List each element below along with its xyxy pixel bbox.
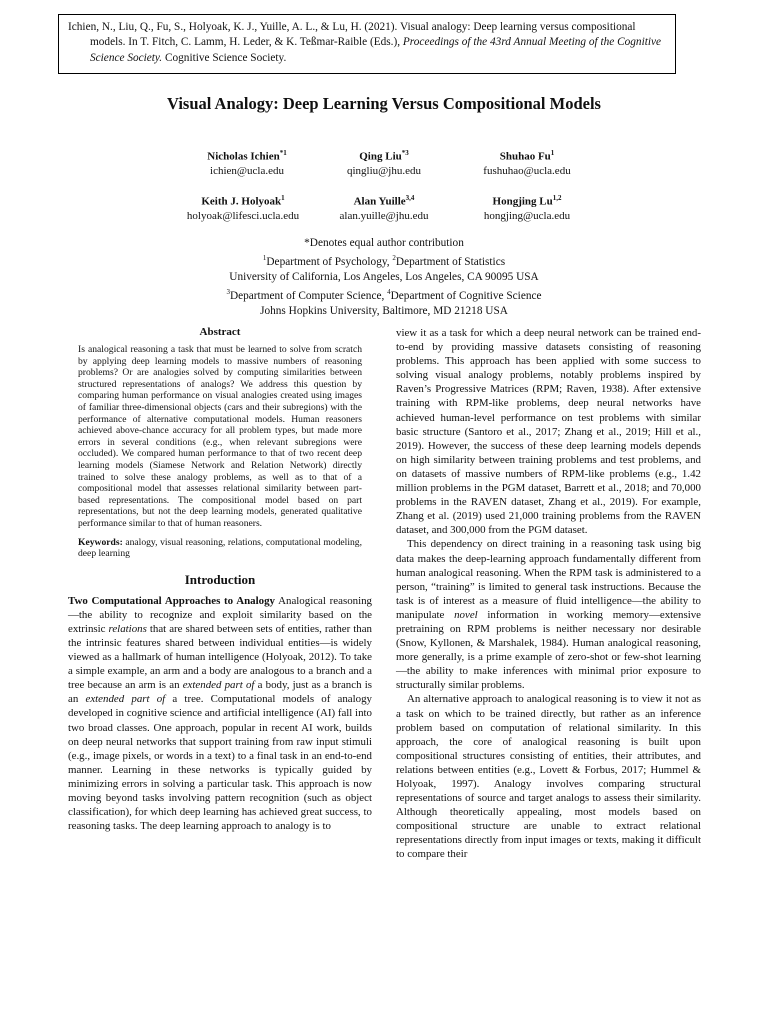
introduction-heading: Introduction <box>184 571 256 587</box>
author-email[interactable]: holyoak@lifesci.ucla.edu <box>186 210 300 223</box>
right-paragraph-2: This dependency on direct training in a reasoning task using big data makes the deep-learning approach fundamentally different from human analogical reasoning. When the RPM task is administered to a person, “training” is limited to general task instructions. Because the task is of interest as a measure of fluid intelligence—the ability to manipulate novel information in working memory—extensive pretraining on RPM problems is neither necessary nor desirable (Snow, Kyllonen, & Marshalek, 1984). Human analogical reasoning, more generally, is a prime example of zero-shot or few-shot learning—the ability to make inferences with minimal prior exposure to structurally similar problems. <box>396 538 702 692</box>
affiliation-ucla-departments: $^1$Department of Psychology, $^2$Department of Statistics <box>262 254 506 268</box>
affiliation-jhu-departments: $^3$Department of Computer Science, $^4$Department of Cognitive Science <box>226 287 542 302</box>
paper-title: Visual Analogy: Deep Learning Versus Compositional Models <box>167 94 601 113</box>
author-3 <box>437 146 617 179</box>
intro-paragraph-1: Two Computational Approaches to Analogy Analogical reasoning—the ability to recognize and exploit similarity based on the extrinsic relations that are shared between sets of entities, rather than the intrinsic features shared between individual entities—is widely viewed as a hallmark of human intelligence (Holyoak, 2012). To take a simple example, an arm and a body are analogous to a branch and a tree because an arm is an extended part of a body, just as a branch is an extended part of a tree. Computational models of analogy developed in cognitive science and artificial intelligence (AI) fall into two broad classes. One approach, popular in recent AI work, builds on deep neural networks that support training from raw input stimuli (e.g., image pixels, or words in a text) to a final task in an end-to-end manner. Learning in these networks is typically guided by minimizing errors in solving a particular task. This approach is now moving beyond tasks involving pattern recognition (such as object classification), for which deep learning has achieved great success, to reasoning tasks. The deep learning approach to analogy is to <box>68 594 372 833</box>
affiliation-ucla-address: University of California, Los Angeles, Los Angeles, CA 90095 USA <box>229 270 539 283</box>
author-name: Qing Liu$^{*3}$ <box>359 149 409 163</box>
right-column <box>396 326 701 862</box>
left-column <box>68 326 372 833</box>
author-email[interactable]: hongjing@ucla.edu <box>483 210 571 223</box>
equal-contribution-note: *Denotes equal author contribution <box>304 237 464 249</box>
author-email[interactable]: qingliu@jhu.edu <box>347 165 421 178</box>
author-6 <box>437 191 617 224</box>
right-paragraph-3: An alternative approach to analogical reasoning is to view it not as a task on which to be trained directly, but rather as an inference problem based on computation of relational similarity. In this approach, the core of analogical reasoning is built upon compositional structures consisting of entities, their attributes, and relations between entities (e.g., Lovett & Forbus, 2017; Hummel & Holyoak, 1997). Analogy involves comparing structural representations of source and target analogs to assess their similarity. Although theoretically appealing, most models based on compositional structure are unable to extract relational representations directly from input images or texts, making it difficult to compare their <box>396 693 701 861</box>
keywords-list: analogy, visual reasoning, relations, computational modeling, deep learning <box>78 536 362 560</box>
author-name: Alan Yuille$^{3,4}$ <box>353 194 415 208</box>
runin-heading: Two Computational Approaches to Analogy <box>68 594 275 607</box>
author-name: Nicholas Ichien$^{*1}$ <box>207 149 287 163</box>
keywords <box>78 537 362 560</box>
affiliations <box>0 236 768 319</box>
abstract-heading: Abstract <box>199 326 241 338</box>
author-name: Keith J. Holyoak$^1$ <box>201 194 285 208</box>
keywords-label: Keywords: <box>78 536 123 548</box>
author-email[interactable]: fushuhao@ucla.edu <box>483 165 571 178</box>
citation-text <box>68 20 666 66</box>
author-email[interactable]: alan.yuille@jhu.edu <box>339 210 429 223</box>
author-name: Hongjing Lu$^{1,2}$ <box>492 194 562 208</box>
author-name: Shuhao Fu$^1$ <box>499 149 555 163</box>
citation-publisher: Cognitive Science Society. <box>162 51 287 64</box>
affiliation-jhu-address: Johns Hopkins University, Baltimore, MD 21218 USA <box>260 304 508 317</box>
right-paragraph-1: view it as a task for which a deep neural network can be trained end-to-end by providing massive datasets consisting of reasoning problems. This approach has been applied with some success to solving visual analogy problems, notably problems inspired by Raven’s Progressive Matrices (RPM; Raven, 1938). After extensive training with RPM-like problems, deep neural networks have achieved human-level performance on test problems with similar basic structure (Santoro et al., 2017; Zhang et al., 2019; Hill et al., 2019). However, the success of these deep learning models depends on high similarity between training problems and test problems, and on datasets of massive numbers of RPM-like problems (e.g., 1.42 million problems in the PGM dataset, Barrett et al., 2018; and 70,000 problems in the RAVEN dataset, Zhang et al., 2019). For example, Zhang et al. (2019) used 21,000 training problems from the RAVEN dataset, and 300,000 from the PGM dataset. <box>396 327 701 537</box>
citation-lead: Ichien, N., Liu, Q., Fu, S., Holyoak, K. J., Yuille, A. L., & Lu, H. (2021). Visual analogy: Deep learning versus compositional models. In T. Fitch, C. Lamm, H. Leder, & K. Teßmar-Raible (Eds.), <box>68 21 636 49</box>
citation-box <box>58 14 676 74</box>
citation-proceedings: Proceedings of the 43rd Annual Meeting of the Cognitive Science Society. <box>90 36 662 64</box>
abstract-text: Is analogical reasoning a task that must be learned to solve from scratch by applying deep learning models to massive numbers of reasoning problems? Or are analogies solved by computing similarities between structured representations of analogs? We address this question by comparing human performance on visual analogies created using images of familiar three-dimensional objects (cars and their subregions) with the performance of alternative computational models. Human reasoners achieved above-chance accuracy for all problem types, but made more errors in several conditions (e.g., when relevant subregions were occluded). We compared human performance to that of two recent deep learning models (Siamese Network and Relation Network) directly trained to solve these analogy problems, as well as to that of a compositional model that assesses relational similarity between part-based representations. The compositional model based on part representations, but not the deep learning models, generated qualitative performance similar to that of human reasoners. <box>78 344 362 529</box>
author-email[interactable]: ichien@ucla.edu <box>210 165 284 178</box>
